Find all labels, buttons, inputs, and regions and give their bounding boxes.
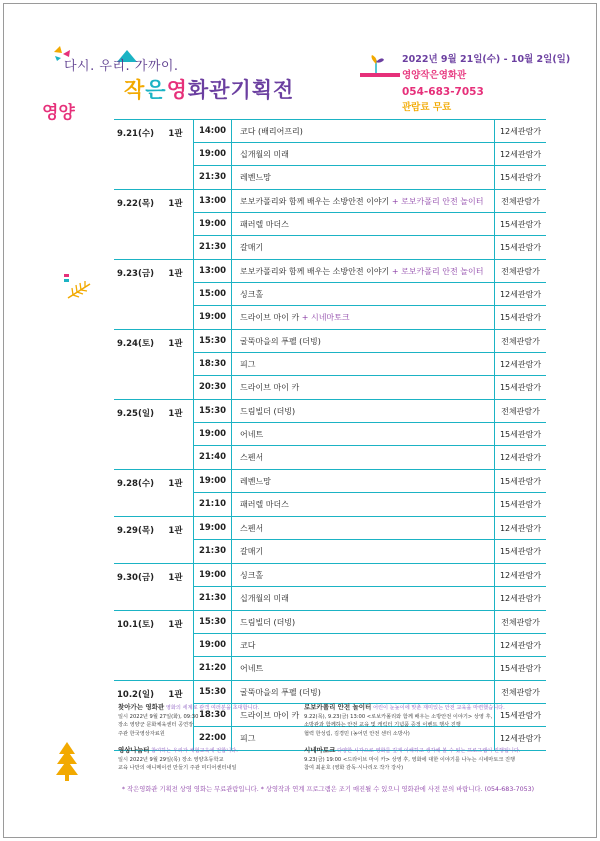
table-row bbox=[194, 657, 546, 680]
event-line: 9.22(목), 9.23(금) 13:00 <로보카폴리와 함께 배우는 소방안전 이야기> 상영 후, bbox=[304, 713, 493, 720]
table-row bbox=[194, 611, 546, 634]
screening-time: 21:40 bbox=[194, 446, 232, 469]
day-hall: 1관 bbox=[158, 681, 194, 750]
table-row bbox=[194, 260, 546, 283]
movie-title-cell bbox=[232, 663, 494, 674]
movie-title: 패러렐 마더스 bbox=[240, 219, 289, 229]
table-row bbox=[194, 120, 546, 143]
screening-time: 15:00 bbox=[194, 283, 232, 305]
movie-title-cell bbox=[232, 219, 494, 230]
table-row bbox=[194, 353, 546, 376]
day-date: 10.1(토) bbox=[117, 620, 154, 630]
table-row bbox=[194, 423, 546, 446]
movie-title-cell bbox=[232, 126, 494, 137]
table-row bbox=[194, 330, 546, 353]
screening-time: 13:00 bbox=[194, 190, 232, 212]
day-screenings bbox=[194, 517, 546, 563]
sprout-icon bbox=[360, 52, 400, 82]
screening-time: 18:30 bbox=[194, 704, 232, 726]
day-hall: 1관 bbox=[158, 190, 194, 259]
title-part-3: 영 bbox=[166, 78, 188, 102]
age-rating: 12세관람가 bbox=[494, 587, 546, 610]
event-period: 2022년 9월 21일(수) - 10월 2일(일) bbox=[402, 54, 571, 65]
movie-title-cell bbox=[232, 570, 494, 581]
day-hall: 1관 bbox=[158, 470, 194, 516]
screening-time: 19:00 bbox=[194, 564, 232, 586]
schedule-day bbox=[114, 400, 546, 470]
program-extra: + 로보카폴리 안전 놀이터 bbox=[389, 196, 484, 206]
day-screenings bbox=[194, 260, 546, 329]
movie-title-cell bbox=[232, 452, 494, 463]
schedule-day bbox=[114, 120, 546, 190]
screening-time: 19:00 bbox=[194, 306, 232, 329]
screening-time: 19:00 bbox=[194, 143, 232, 165]
day-date: 9.24(토) bbox=[117, 339, 154, 349]
age-rating: 전체관람가 bbox=[494, 400, 546, 422]
event-desc: 다양한 시각으로 영화를 깊게 이해하고 생각해 볼 수 있는 프로그램이 진행됩니다. bbox=[337, 748, 521, 754]
movie-title-cell bbox=[232, 242, 494, 253]
event-desc: 영화의 세계로 관객 여러분을 초대합니다. bbox=[165, 705, 260, 711]
schedule-day bbox=[114, 330, 546, 400]
movie-title: 싱크홀 bbox=[240, 289, 264, 299]
day-hall: 1관 bbox=[158, 611, 194, 680]
table-row bbox=[194, 681, 546, 704]
movie-title: 피그 bbox=[240, 734, 256, 743]
movie-title: 어네트 bbox=[240, 664, 264, 673]
screening-time: 15:30 bbox=[194, 330, 232, 352]
tree-icon bbox=[56, 742, 78, 782]
page-title bbox=[124, 74, 294, 104]
table-row bbox=[194, 493, 546, 516]
movie-title: 로보카폴리와 함께 배우는 소방안전 이야기 bbox=[240, 196, 390, 206]
movie-title: 십개월의 미래 bbox=[240, 149, 289, 159]
age-rating: 15세관람가 bbox=[494, 493, 546, 516]
footer-note: * 작은영화관 기획전 상영 영화는 무료관람입니다. * 상영작과 연계 프로그램은 조기 매진될 수 있으니 영화관에 사전 문의 바랍니다. (054-683-7053) bbox=[121, 786, 535, 793]
event-phone: 054-683-7053 bbox=[402, 86, 484, 98]
schedule-day bbox=[114, 260, 546, 330]
screening-time: 13:00 bbox=[194, 260, 232, 282]
movie-title: 로보카폴리와 함께 배우는 소방안전 이야기 bbox=[240, 266, 390, 276]
day-date: 9.22(목) bbox=[117, 199, 154, 209]
table-row bbox=[194, 166, 546, 189]
schedule-day bbox=[114, 611, 546, 681]
age-rating: 12세관람가 bbox=[494, 517, 546, 539]
age-rating: 전체관람가 bbox=[494, 681, 546, 703]
schedule-day bbox=[114, 470, 546, 517]
age-rating: 12세관람가 bbox=[494, 143, 546, 165]
movie-title: 어네트 bbox=[240, 429, 264, 439]
table-row bbox=[194, 236, 546, 259]
screening-time: 15:30 bbox=[194, 681, 232, 703]
age-rating: 12세관람가 bbox=[494, 446, 546, 469]
day-screenings bbox=[194, 400, 546, 469]
movie-title-cell bbox=[232, 196, 494, 207]
age-rating: 12세관람가 bbox=[494, 727, 546, 750]
movie-title: 드림빌더 (더빙) bbox=[240, 617, 296, 627]
movie-title-cell bbox=[232, 406, 494, 417]
age-rating: 15세관람가 bbox=[494, 540, 546, 563]
program-extra: + 로보카폴리 안전 놀이터 bbox=[389, 266, 484, 276]
movie-title-cell bbox=[232, 289, 494, 300]
day-screenings bbox=[194, 120, 546, 189]
screening-time: 19:00 bbox=[194, 470, 232, 492]
movie-title-cell bbox=[232, 546, 494, 557]
movie-title-cell bbox=[232, 593, 494, 604]
age-rating: 12세관람가 bbox=[494, 283, 546, 305]
screening-time: 18:30 bbox=[194, 353, 232, 375]
age-rating: 15세관람가 bbox=[494, 166, 546, 189]
screening-time: 15:30 bbox=[194, 400, 232, 422]
title-part-1: 작 bbox=[124, 78, 146, 102]
movie-title: 십개월의 미래 bbox=[240, 594, 289, 603]
table-row bbox=[194, 540, 546, 563]
event-card-outreach bbox=[118, 703, 288, 738]
age-rating: 15세관람가 bbox=[494, 213, 546, 235]
age-rating: 15세관람가 bbox=[494, 306, 546, 329]
table-row bbox=[194, 306, 546, 329]
movie-title: 드라이브 마이 카 bbox=[240, 710, 300, 720]
event-line: 참여 최윤호 (영화 감독·시나리오 작가 강사) bbox=[304, 765, 404, 771]
day-screenings bbox=[194, 330, 546, 399]
table-row bbox=[194, 283, 546, 306]
table-row bbox=[194, 213, 546, 236]
screening-time: 21:20 bbox=[194, 657, 232, 680]
age-rating: 12세관람가 bbox=[494, 564, 546, 586]
movie-title-cell bbox=[232, 336, 494, 347]
movie-title-cell bbox=[232, 476, 494, 487]
day-date: 10.2(일) bbox=[117, 690, 154, 700]
day-screenings bbox=[194, 470, 546, 516]
movie-title: 드림빌더 (더빙) bbox=[240, 406, 296, 416]
movie-title-cell bbox=[232, 172, 494, 183]
screening-time: 14:00 bbox=[194, 120, 232, 142]
region-label: 영양 bbox=[42, 103, 75, 123]
screening-time: 21:30 bbox=[194, 587, 232, 610]
movie-title-cell bbox=[232, 617, 494, 628]
event-line: 일시 2022년 9월 27일(화), 09:30 bbox=[118, 713, 199, 720]
day-date: 9.21(수) bbox=[117, 129, 154, 139]
day-hall: 1관 bbox=[158, 260, 194, 329]
movie-title: 코다 (배리어프리) bbox=[240, 126, 303, 136]
movie-title: 코다 bbox=[240, 640, 256, 650]
screening-time: 21:30 bbox=[194, 236, 232, 259]
movie-title-cell bbox=[232, 149, 494, 160]
leaf-icon bbox=[64, 274, 94, 300]
age-rating: 15세관람가 bbox=[494, 423, 546, 445]
movie-title-cell bbox=[232, 312, 494, 323]
event-line: 9.23(금) 19:00 <드라이브 마이 카> 상영 후, 영화에 대한 이야기를 나누는 시네마토크 진행 bbox=[304, 756, 516, 763]
movie-title: 굴뚝마을의 푸펠 (더빙) bbox=[240, 687, 321, 697]
movie-title: 드라이브 마이 카 bbox=[240, 313, 300, 322]
age-rating: 15세관람가 bbox=[494, 236, 546, 259]
movie-title: 굴뚝마을의 푸펠 (더빙) bbox=[240, 336, 321, 346]
age-rating: 12세관람가 bbox=[494, 634, 546, 656]
age-rating: 전체관람가 bbox=[494, 611, 546, 633]
age-rating: 12세관람가 bbox=[494, 120, 546, 142]
day-screenings bbox=[194, 190, 546, 259]
event-title: 영상나눔터 bbox=[118, 746, 150, 754]
movie-title: 스펜서 bbox=[240, 523, 264, 533]
movie-title: 피그 bbox=[240, 359, 256, 369]
age-rating: 15세관람가 bbox=[494, 657, 546, 680]
movie-title-cell bbox=[232, 640, 494, 651]
screening-time: 21:30 bbox=[194, 540, 232, 563]
screening-time: 21:30 bbox=[194, 166, 232, 189]
screening-time: 21:10 bbox=[194, 493, 232, 516]
title-part-4: 화관기획전 bbox=[187, 78, 295, 102]
screening-time: 20:30 bbox=[194, 376, 232, 399]
table-row bbox=[194, 446, 546, 469]
movie-title-cell bbox=[232, 523, 494, 534]
day-screenings bbox=[194, 564, 546, 610]
movie-title-cell bbox=[232, 687, 494, 698]
age-rating: 15세관람가 bbox=[494, 704, 546, 726]
schedule-day bbox=[114, 564, 546, 611]
event-line: 장소 영양군 문화체육센터 공연장 bbox=[118, 722, 194, 728]
movie-title-cell bbox=[232, 359, 494, 370]
day-screenings bbox=[194, 611, 546, 680]
event-card-robocar bbox=[304, 703, 548, 738]
table-row bbox=[194, 143, 546, 166]
table-row bbox=[194, 470, 546, 493]
schedule-day bbox=[114, 190, 546, 260]
day-date: 9.29(목) bbox=[117, 526, 154, 536]
event-card-cinetalk bbox=[304, 746, 548, 773]
program-extra: + 시네마토크 bbox=[299, 313, 350, 322]
event-info bbox=[402, 52, 570, 116]
age-rating: 전체관람가 bbox=[494, 330, 546, 352]
event-title: 찾아가는 영화관 bbox=[118, 703, 165, 711]
day-date: 9.23(금) bbox=[117, 269, 154, 279]
movie-title: 레벤느망 bbox=[240, 476, 271, 486]
day-hall: 1관 bbox=[158, 400, 194, 469]
table-row bbox=[194, 190, 546, 213]
table-row bbox=[194, 587, 546, 610]
table-row bbox=[194, 400, 546, 423]
screening-time: 19:00 bbox=[194, 517, 232, 539]
event-venue: 영양작은영화관 bbox=[402, 70, 467, 81]
movie-title: 갈매기 bbox=[240, 243, 264, 252]
slogan: 다시. 우리. 가까이. bbox=[64, 59, 179, 74]
event-fee: 관람료 무료 bbox=[402, 102, 452, 113]
movie-title: 갈매기 bbox=[240, 547, 264, 556]
movie-title: 드라이브 마이 카 bbox=[240, 383, 300, 392]
screening-time: 22:00 bbox=[194, 727, 232, 750]
event-line: 일시 2022년 9월 29일(목) 장소 영양초등학교 bbox=[118, 756, 224, 763]
movie-title: 패러렐 마더스 bbox=[240, 500, 289, 509]
schedule-table bbox=[114, 119, 546, 751]
day-hall: 1관 bbox=[158, 517, 194, 563]
day-date: 9.28(수) bbox=[117, 479, 154, 489]
movie-title: 스펜서 bbox=[240, 453, 264, 462]
age-rating: 15세관람가 bbox=[494, 470, 546, 492]
title-part-2: 은 bbox=[145, 78, 167, 102]
movie-title-cell bbox=[232, 382, 494, 393]
schedule-day bbox=[114, 517, 546, 564]
table-row bbox=[194, 376, 546, 399]
movie-title-cell bbox=[232, 429, 494, 440]
age-rating: 전체관람가 bbox=[494, 260, 546, 282]
event-line: 소방관과 함께하는 안전 교육 및 캐릭터 기념품 증정 이벤트 행사 진행 bbox=[304, 722, 461, 728]
event-desc: 참여하는 우리가 체험교육에 전합니다. bbox=[151, 748, 238, 754]
table-row bbox=[194, 564, 546, 587]
age-rating: 전체관람가 bbox=[494, 190, 546, 212]
table-row bbox=[194, 517, 546, 540]
event-desc: 어린이 눈높이에 맞춘 재미있는 안전 교육을 마련했습니다. bbox=[372, 705, 505, 711]
event-title: 로보카폴리 안전 놀이터 bbox=[304, 703, 372, 711]
event-line: 주관 한국영상자료원 bbox=[118, 730, 165, 737]
event-line: 협력 한성림, 김경민 (농어민 안전 센터 소방사) bbox=[304, 730, 410, 737]
event-title: 시네마토크 bbox=[304, 746, 336, 754]
table-row bbox=[194, 634, 546, 657]
movie-title-cell bbox=[232, 266, 494, 277]
day-date: 9.30(금) bbox=[117, 573, 154, 583]
day-hall: 1관 bbox=[158, 330, 194, 399]
screening-time: 19:00 bbox=[194, 634, 232, 656]
movie-title-cell bbox=[232, 499, 494, 510]
event-line: 교육 나만의 애니메이션 만들기 주관 미디어센터내일 bbox=[118, 765, 237, 771]
movie-title: 레벤느망 bbox=[240, 173, 271, 182]
day-hall: 1관 bbox=[158, 120, 194, 189]
age-rating: 12세관람가 bbox=[494, 353, 546, 375]
screening-time: 19:00 bbox=[194, 213, 232, 235]
day-hall: 1관 bbox=[158, 564, 194, 610]
age-rating: 15세관람가 bbox=[494, 376, 546, 399]
day-date: 9.25(일) bbox=[117, 409, 154, 419]
screening-time: 15:30 bbox=[194, 611, 232, 633]
event-card-media bbox=[118, 746, 288, 773]
screening-time: 19:00 bbox=[194, 423, 232, 445]
movie-title: 싱크홀 bbox=[240, 570, 264, 580]
